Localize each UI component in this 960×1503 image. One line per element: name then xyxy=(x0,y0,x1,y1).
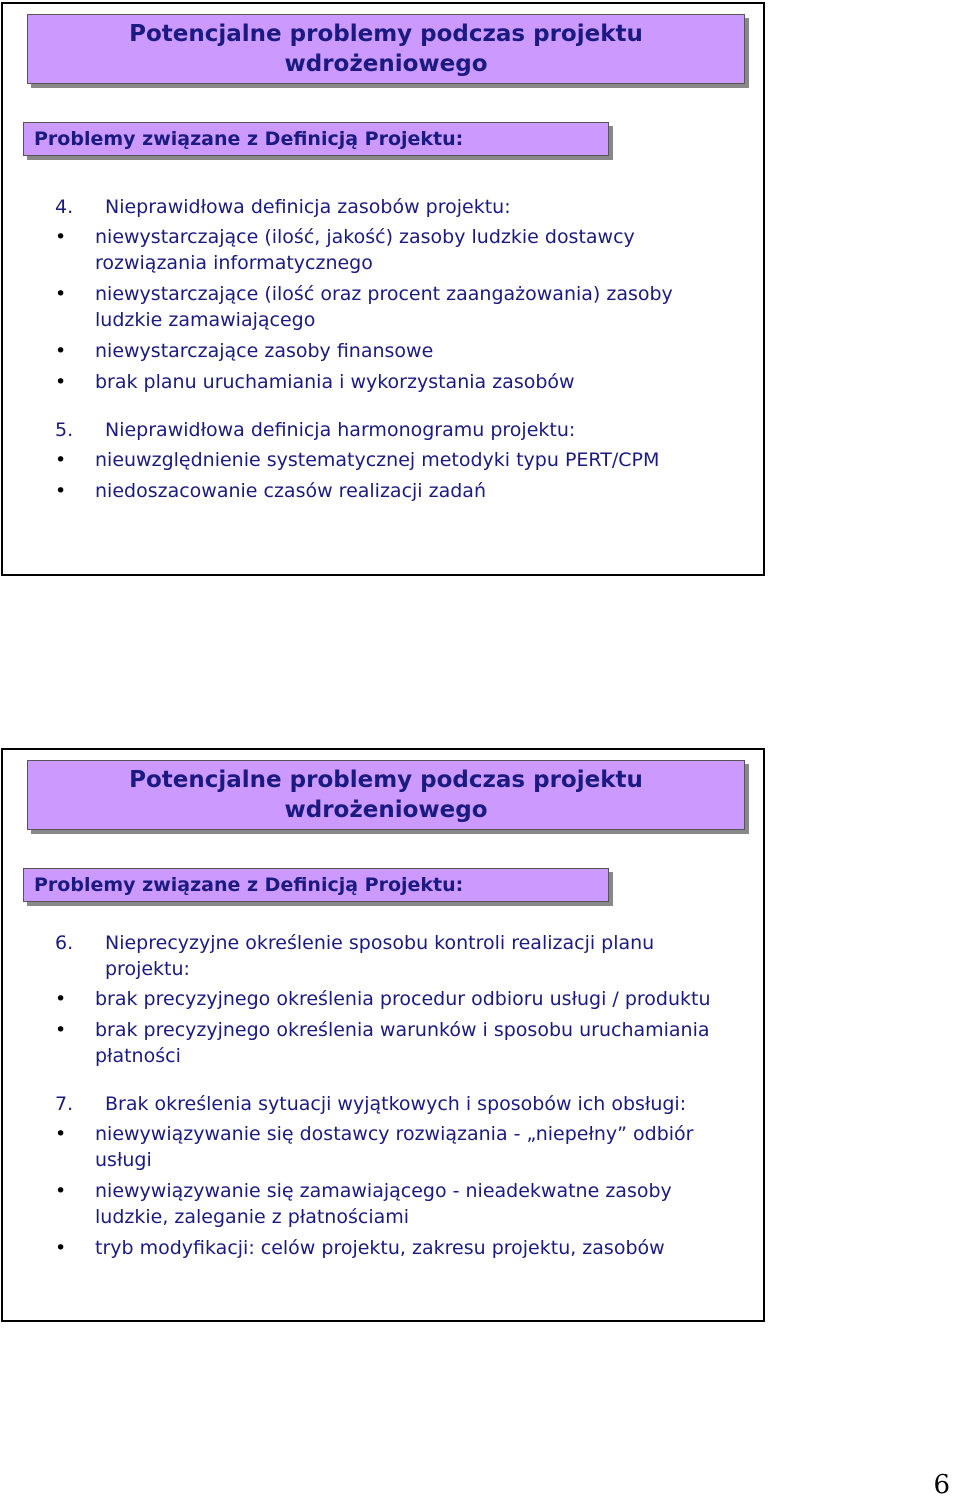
list-item: • niewystarczające (ilość oraz procent zaangażowania) zasoby ludzkie zamawiającego xyxy=(55,281,745,333)
list-item: • brak precyzyjnego określenia warunków i sposobu uruchamiania płatności xyxy=(55,1017,745,1069)
list-item: • niewywiązywanie się dostawcy rozwiązania - „niepełny” odbiór usługi xyxy=(55,1121,745,1173)
page-number: 6 xyxy=(933,1470,950,1500)
section-number: 5. xyxy=(55,419,74,441)
list-item: • brak planu uruchamiania i wykorzystania zasobów xyxy=(55,369,745,395)
slide-content xyxy=(55,930,745,1283)
bullet-icon xyxy=(3,1178,95,1230)
bullet-list xyxy=(55,447,745,504)
bullet-icon xyxy=(3,369,95,395)
section-7 xyxy=(55,1091,745,1261)
list-item: • niedoszacowanie czasów realizacji zadań xyxy=(55,478,745,504)
bullet-icon xyxy=(3,478,95,504)
section-6 xyxy=(55,930,745,1069)
bullet-icon xyxy=(3,224,95,276)
section-heading: Brak określenia sytuacji wyjątkowych i sposobów ich obsługi: xyxy=(105,1093,687,1115)
section-number: 6. xyxy=(55,932,74,954)
slide-title: Potencjalne problemy podczas projektu wdrożeniowego xyxy=(27,760,745,830)
section-number: 4. xyxy=(55,196,74,218)
slide-subtitle: Problemy związane z Definicją Projektu: xyxy=(23,868,609,902)
bullet-icon xyxy=(3,338,95,364)
list-item: • niewystarczające (ilość, jakość) zasoby ludzkie dostawcy rozwiązania informatycznego xyxy=(55,224,745,276)
bullet-icon xyxy=(3,1017,95,1069)
bullet-icon xyxy=(3,986,95,1012)
section-5 xyxy=(55,417,745,504)
bullet-icon xyxy=(3,1121,95,1173)
list-item: • nieuwzględnienie systematycznej metodyki typu PERT/CPM xyxy=(55,447,745,473)
list-item: • niewystarczające zasoby finansowe xyxy=(55,338,745,364)
bullet-icon xyxy=(3,281,95,333)
bullet-list xyxy=(55,986,745,1069)
bullet-list xyxy=(55,224,745,395)
bullet-list xyxy=(55,1121,745,1261)
slide-1 xyxy=(1,2,765,576)
slide-subtitle: Problemy związane z Definicją Projektu: xyxy=(23,122,609,156)
section-heading: Nieprecyzyjne określenie sposobu kontroli realizacji planu projektu: xyxy=(105,932,655,980)
list-item: • niewywiązywanie się zamawiającego - nieadekwatne zasoby ludzkie, zaleganie z płatnościami xyxy=(55,1178,745,1230)
list-item: • tryb modyfikacji: celów projektu, zakresu projektu, zasobów xyxy=(55,1235,745,1261)
section-heading: Nieprawidłowa definicja zasobów projektu: xyxy=(105,196,511,218)
section-heading: Nieprawidłowa definicja harmonogramu projektu: xyxy=(105,419,576,441)
slide-content xyxy=(55,194,745,526)
slide-2 xyxy=(1,748,765,1322)
list-item: • brak precyzyjnego określenia procedur odbioru usługi / produktu xyxy=(55,986,745,1012)
section-4 xyxy=(55,194,745,395)
bullet-icon xyxy=(3,1235,95,1261)
bullet-icon xyxy=(3,447,95,473)
slide-title: Potencjalne problemy podczas projektu wdrożeniowego xyxy=(27,14,745,84)
section-number: 7. xyxy=(55,1093,74,1115)
